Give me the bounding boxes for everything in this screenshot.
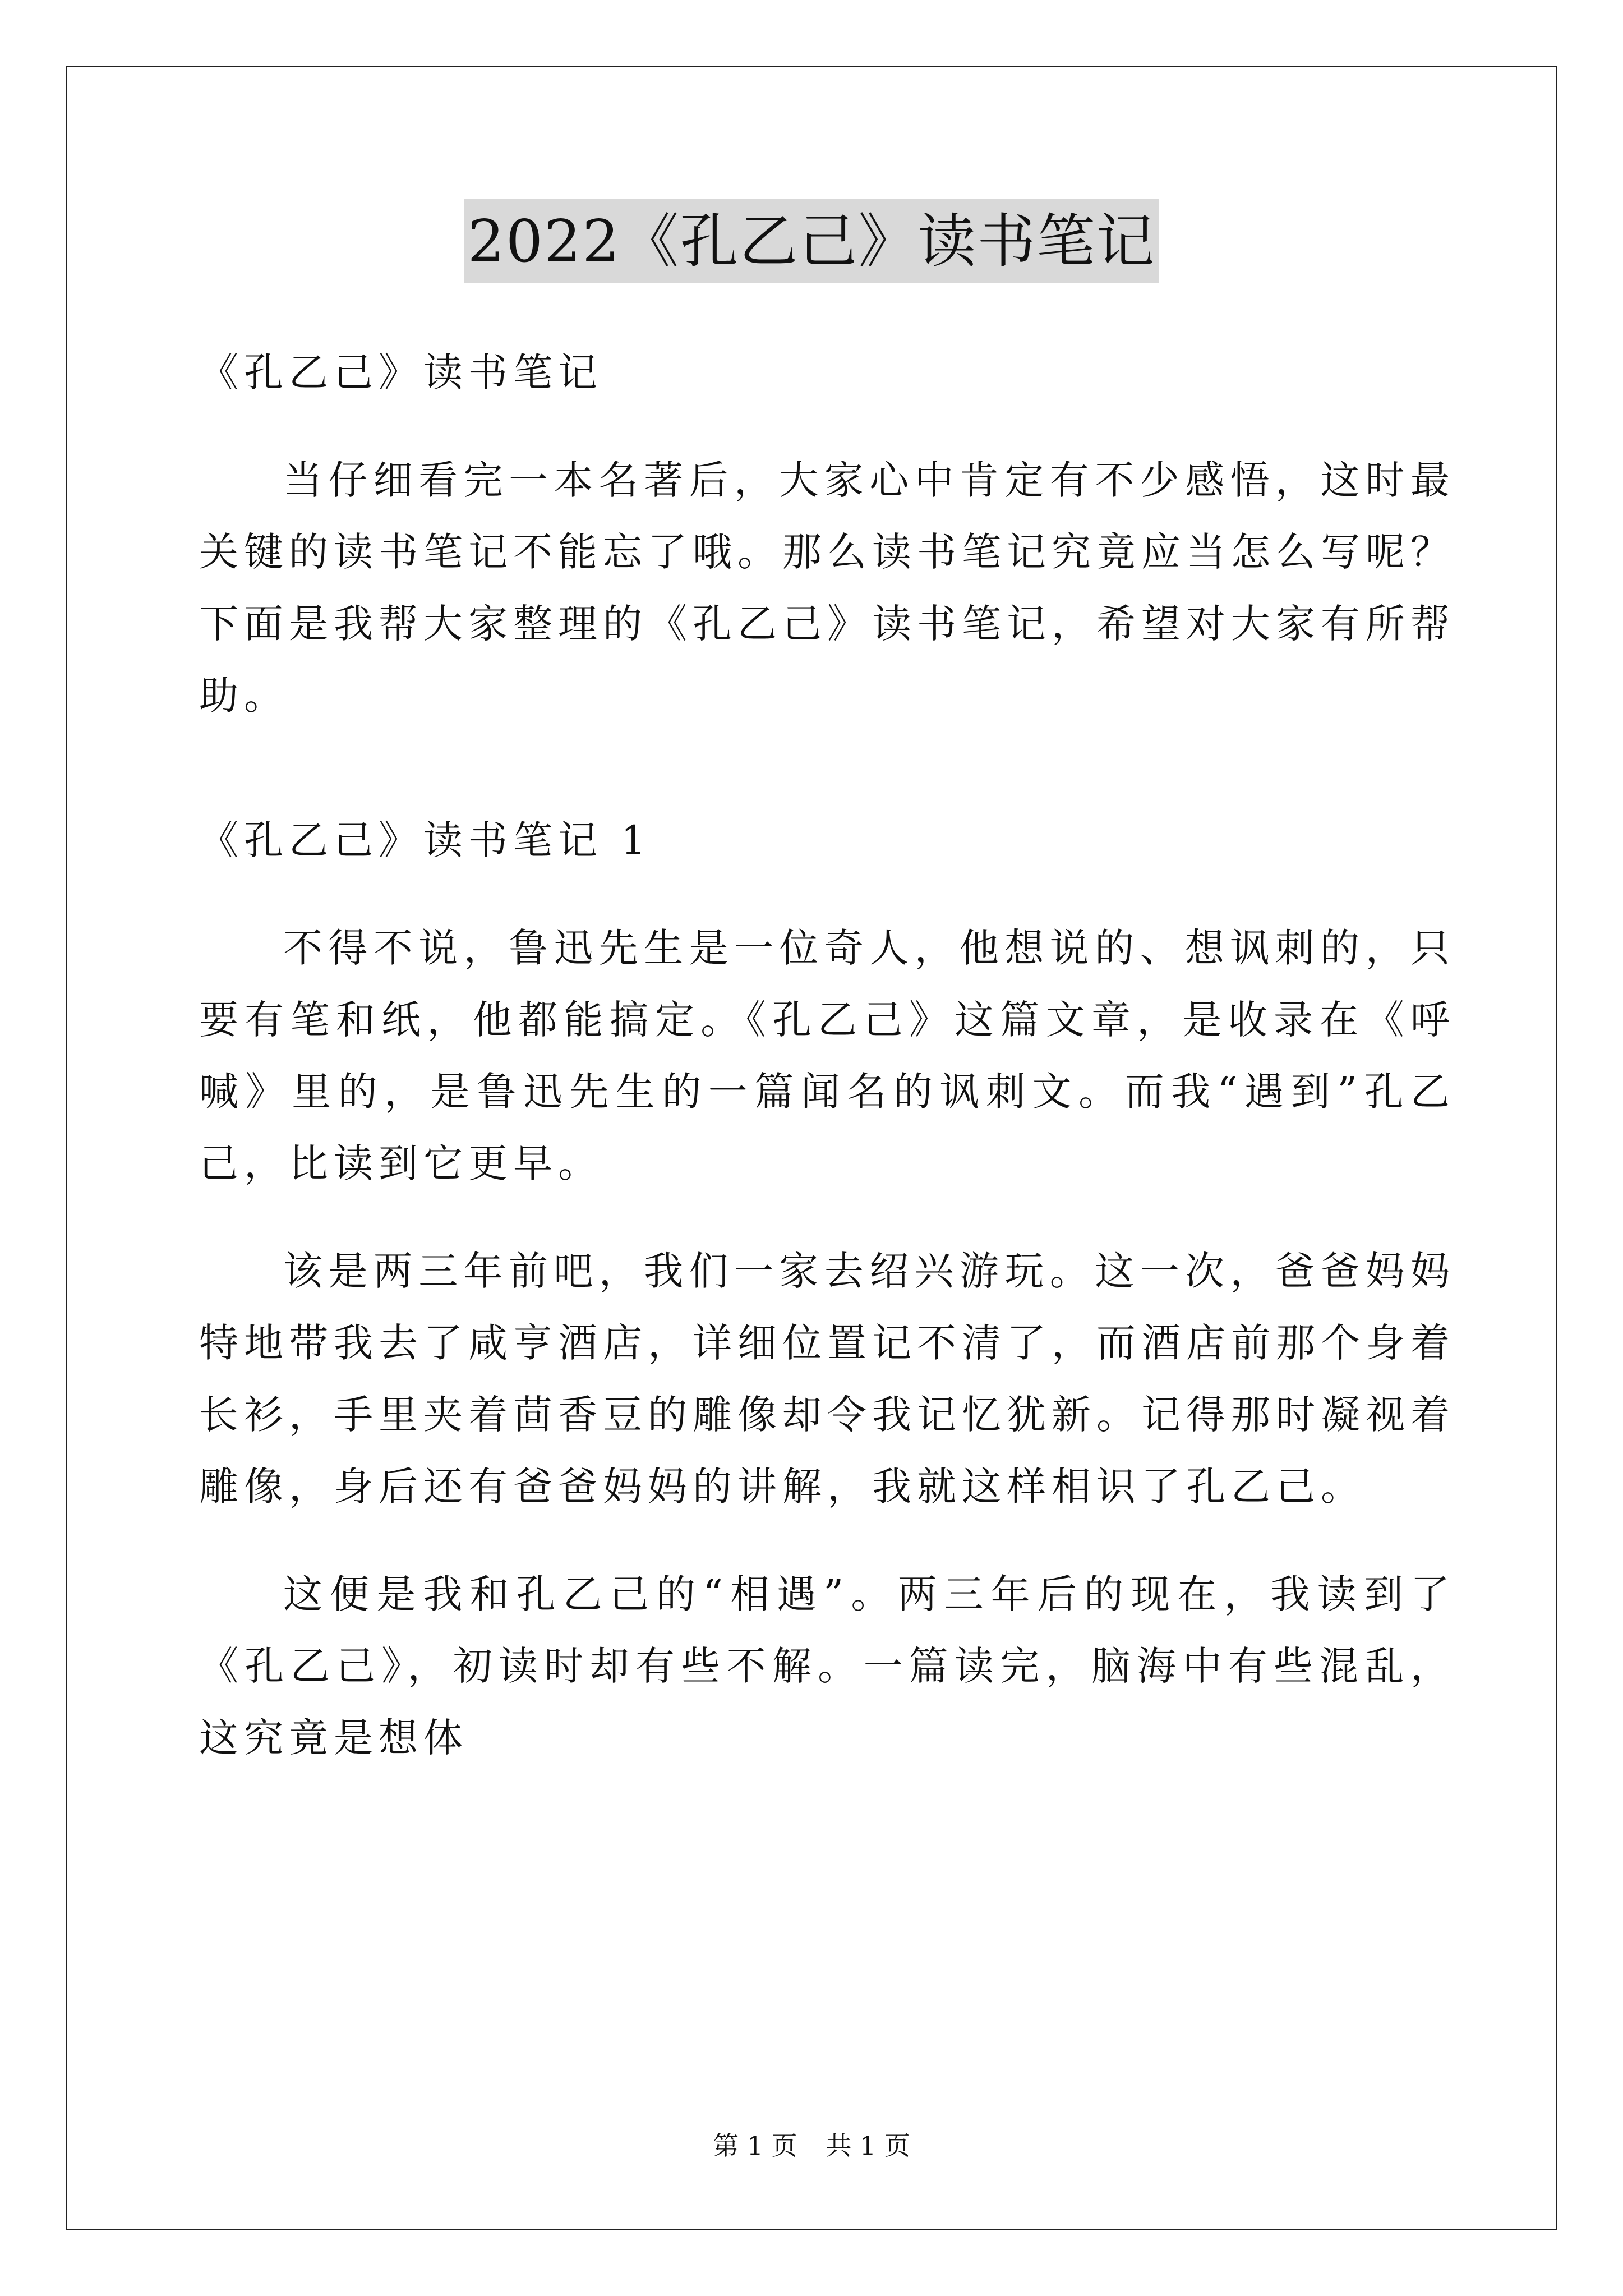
section1-paragraph-2: 该是两三年前吧，我们一家去绍兴游玩。这一次，爸爸妈妈特地带我去了咸亨酒店，详细位置记不清了，而酒店前那个身着长衫，手里夹着茴香豆的雕像却令我记忆犹新。记得那时凝视着雕像，身后还有爸爸妈妈的讲解，我就这样相识了孔乙己。 [199, 1248, 1455, 1510]
document-body [199, 337, 1455, 1810]
section1-heading: 《孔乙己》读书笔记 1 [199, 817, 652, 863]
intro-paragraph: 当仔细看完一本名著后，大家心中肯定有不少感悟，这时最关键的读书笔记不能忘了哦。那么读书笔记究竟应当怎么写呢？下面是我帮大家整理的《孔乙己》读书笔记，希望对大家有所帮助。 [199, 457, 1455, 719]
page-footer [0, 2129, 1623, 2162]
title-container [0, 199, 1623, 283]
section1-paragraph-3: 这便是我和孔乙己的“相遇”。两三年后的现在，我读到了《孔乙己》，初读时却有些不解。一篇读完，脑海中有些混乱，这究竟是想体 [199, 1571, 1455, 1761]
page-total: 共 1 页 [826, 2131, 910, 2161]
document-title: 2022《孔乙己》读书笔记 [464, 199, 1159, 283]
page-number: 第 1 页 [713, 2131, 797, 2161]
intro-heading: 《孔乙己》读书笔记 [199, 349, 603, 395]
section1-paragraph-1: 不得不说，鲁迅先生是一位奇人，他想说的、想讽刺的，只要有笔和纸，他都能搞定。《孔乙己》这篇文章，是收录在《呼喊》里的，是鲁迅先生的一篇闻名的讽刺文。而我“遇到”孔乙己，比读到它更早。 [199, 925, 1455, 1186]
